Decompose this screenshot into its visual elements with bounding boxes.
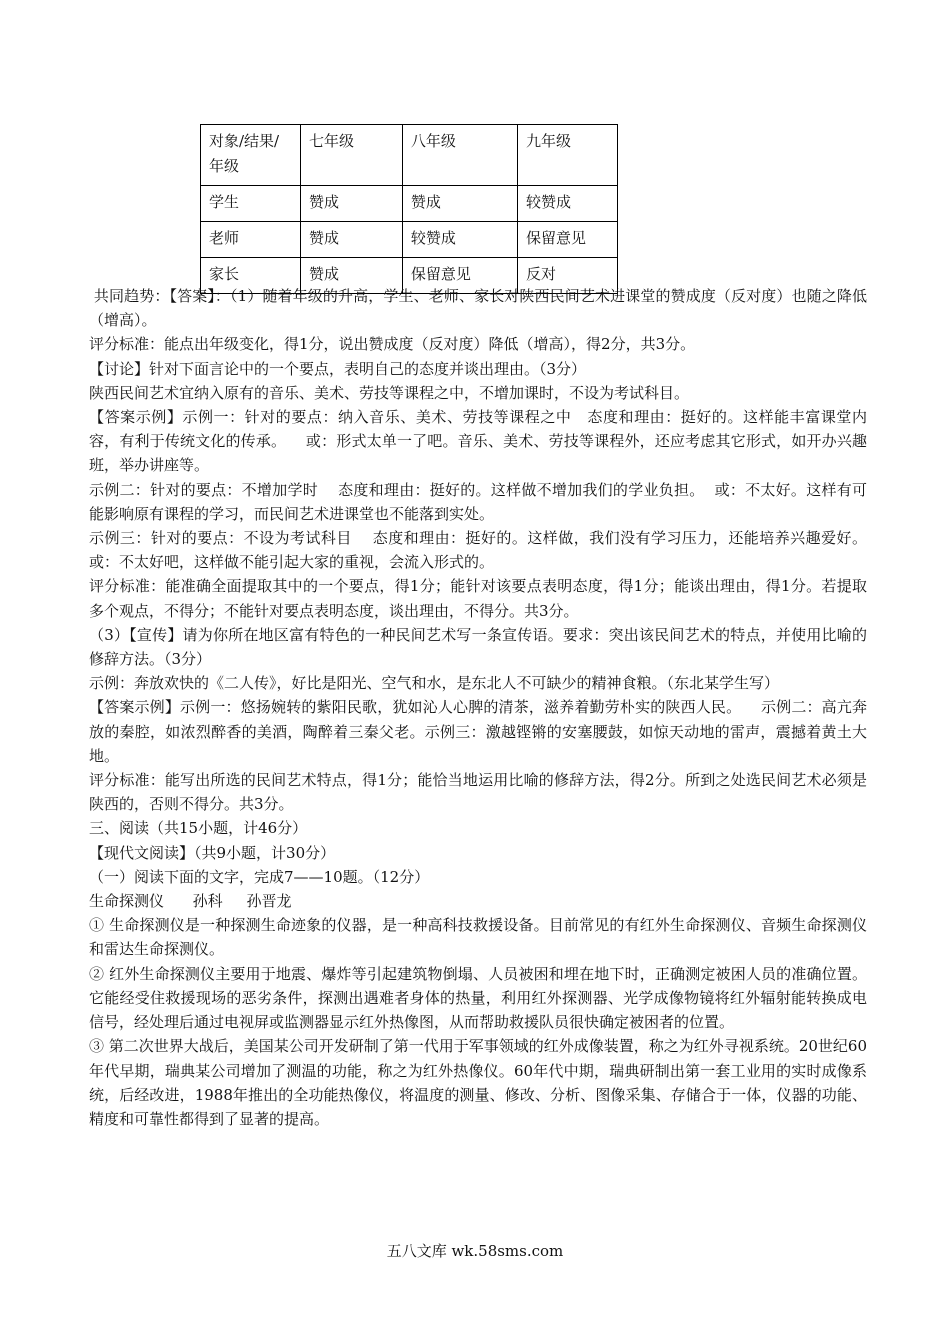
promotion-example: 示例：奔放欢快的《二人传》，好比是阳光、空气和水，是东北人不可缺少的精神食粮。（东北某学生写） [89, 674, 780, 693]
survey-table [200, 124, 618, 294]
body-text [89, 284, 877, 1131]
article-paragraph-1: ① 生命探测仪是一种探测生命迹象的仪器，是一种高科技救援设备。目前常见的有红外生命探测仪、音频生命探测仪和雷达生命探测仪。 [89, 916, 867, 959]
table-cell: 保留意见 [518, 222, 618, 258]
table-header-cell: 七年级 [300, 125, 402, 186]
table-cell: 赞成 [300, 258, 402, 294]
table-cell: 老师 [201, 222, 301, 258]
article-title: 生命探测仪 孙科 孙晋龙 [89, 892, 292, 911]
answer-example-3: 示例三：针对的要点：不设为考试科目 态度和理由：挺好的。这样做，我们没有学习压力，还能培养兴趣爱好。 或：不太好吧，这样做不能引起大家的重视，会流入形式的。 [89, 529, 877, 572]
table-row [201, 222, 618, 258]
scoring-paragraph: 评分标准：能点出年级变化，得1分，说出赞成度（反对度）降低（增高），得2分，共3分。 [89, 335, 696, 354]
section-heading: 三、阅读（共15小题，计46分） [89, 819, 308, 838]
table-row [201, 186, 618, 222]
table-cell: 赞成 [300, 186, 402, 222]
scoring-paragraph: 评分标准：能准确全面提取其中的一个要点，得1分；能针对该要点表明态度，得1分；能谈出理由，得1分。若提取多个观点，不得分；不能针对要点表明态度，谈出理由，不得分。共3分。 [89, 577, 867, 620]
table-header-cell: 八年级 [402, 125, 517, 186]
table-cell: 赞成 [402, 186, 517, 222]
article-paragraph-2: ② 红外生命探测仪主要用于地震、爆炸等引起建筑物倒塌、人员被困和埋在地下时，正确测定被困人员的准确位置。它能经受住救援现场的恶劣条件，探测出遇难者身体的热量，利用红外探测器、光学成像物镜将红外辐射能转换成电信号，经处理后通过电视屏或监测器显示红外热像图，从而帮助救援队员很快确定被困者的位置。 [89, 964, 867, 1032]
answer-example-1: 【答案示例】示例一：针对的要点：纳入音乐、美术、劳技等课程之中 态度和理由：挺好的。这样能丰富课堂内容，有利于传统文化的传承。 或：形式太单一了吧。音乐、美术、劳技等课程外，还应考虑其它形式，如开办兴趣班，举办讲座等。 [89, 408, 867, 475]
answer-example-2: 示例二：针对的要点：不增加学时 态度和理由：挺好的。这样做不增加我们的学业负担。 或：不太好。这样有可能影响原有课程的学习，而民间艺术进课堂也不能落到实处。 [89, 480, 867, 523]
subsection-heading: 【现代文阅读】（共9小题，计30分） [89, 843, 336, 862]
table-cell: 较赞成 [402, 222, 517, 258]
table-cell: 反对 [518, 258, 618, 294]
table-cell: 较赞成 [518, 186, 618, 222]
promotion-answer-examples: 【答案示例】示例一：悠扬婉转的紫阳民歌，犹如沁人心脾的清茶，滋养着勤劳朴实的陕西人民。 示例二：高亢奔放的秦腔，如浓烈醉香的美酒，陶醉着三秦父老。示例三：激越铿锵的安塞腰鼓，如惊天动地的雷声，震撼着黄土大地。 [89, 698, 867, 765]
table-cell: 学生 [201, 186, 301, 222]
discussion-question: 【讨论】针对下面言论中的一个要点，表明自己的态度并谈出理由。（3分） [89, 359, 587, 378]
table-cell: 保留意见 [402, 258, 517, 294]
table-header-row [201, 125, 618, 186]
promotion-question: （3）【宣传】请为你所在地区富有特色的一种民间艺术写一条宣传语。要求：突出该民间艺术的特点，并使用比喻的修辞方法。（3分） [89, 625, 867, 669]
article-paragraph-3: ③ 第二次世界大战后，美国某公司开发研制了第一代用于军事领域的红外成像装置，称之为红外寻视系统。20世纪60年代早期，瑞典某公司增加了测温的功能，称之为红外热像仪。60年代中期，瑞典研制出第一套工业用的实时成像系统，后经改进，1988年推出的全功能热像仪，将温度的测量、修改、分析、图像采集、存储合于一体，仪器的功能、精度和可靠性都得到了显著的提高。 [89, 1037, 867, 1128]
page-footer: 五八文库 wk.58sms.com [386, 1242, 564, 1260]
answer-trend-paragraph: 共同趋势：【答案】：（1）随着年级的升高，学生、老师、家长对陕西民间艺术进课堂的赞成度（反对度）也随之降低（增高）。 [89, 287, 867, 330]
table-header-cell: 九年级 [518, 125, 618, 186]
scoring-paragraph: 评分标准：能写出所选的民间艺术特点，得1分；能恰当地运用比喻的修辞方法，得2分。所到之处选民间艺术必须是陕西的，否则不得分。共3分。 [89, 771, 867, 814]
reading-instruction: （一）阅读下面的文字，完成7——10题。（12分） [89, 867, 430, 886]
table-cell: 赞成 [300, 222, 402, 258]
discussion-statement: 陕西民间艺术宜纳入原有的音乐、美术、劳技等课程之中，不增加课时，不设为考试科目。 [89, 383, 690, 402]
table-cell: 家长 [201, 258, 301, 294]
table-header-cell: 对象/结果/年级 [201, 125, 301, 186]
